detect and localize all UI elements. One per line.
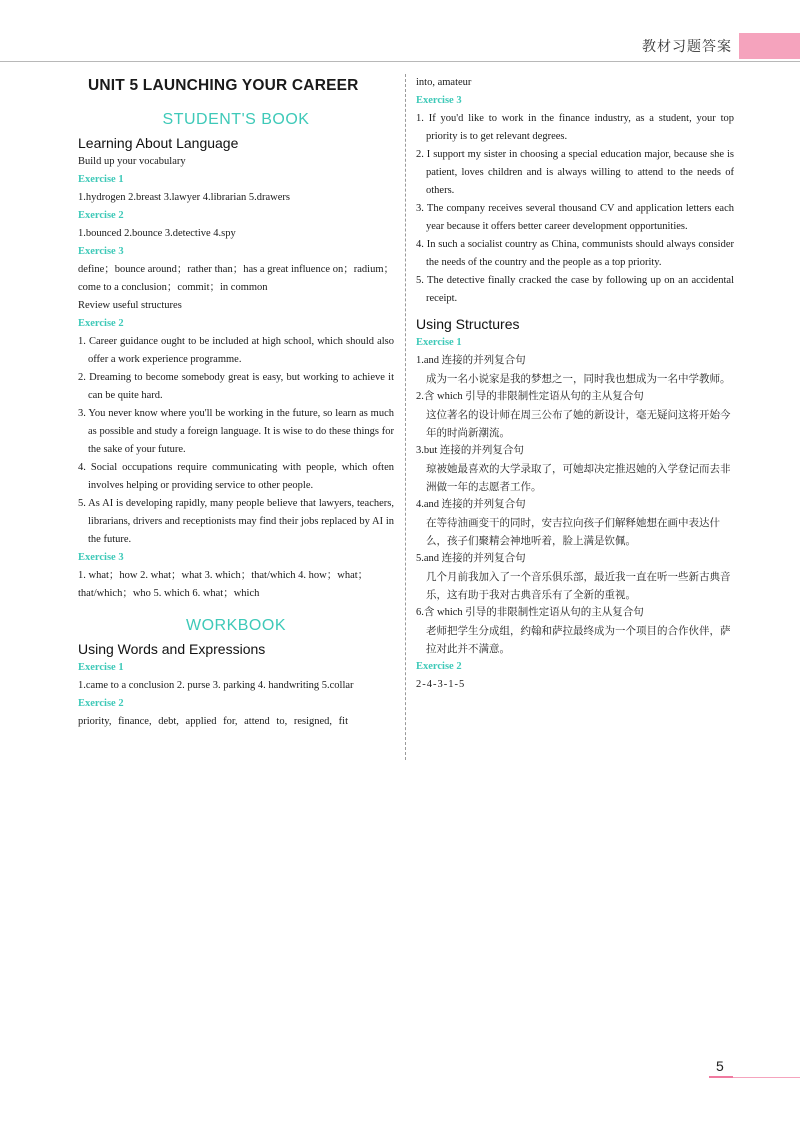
right-column <box>416 74 734 694</box>
list-item: 4. In such a socialist country as China, communists should always consider the needs of the country and the people as a top priority. <box>416 239 734 268</box>
list-item: 2. I support my sister in choosing a special education major, because she is patient, loves children and is always willing to attend to the needs of others. <box>416 149 734 196</box>
list-item: 5. As AI is developing rapidly, many people believe that lawyers, teachers, librarians, drivers and receptionists may find their jobs replaced by AI in the future. <box>78 498 394 545</box>
footer-rule <box>733 1077 800 1078</box>
list-item: 5. The detective finally cracked the case by following up on an accidental receipt. <box>416 275 734 304</box>
exercise-label: Exercise 2 <box>78 318 124 329</box>
list-item: 2. Dreaming to become somebody great is easy, but working to achieve it can be quite hard. <box>78 372 394 401</box>
page-number: 5 <box>716 1058 724 1074</box>
subheading-review-structures: Review useful structures <box>78 300 182 311</box>
section-using-structures: Using Structures <box>416 316 520 332</box>
exercise-label: Exercise 3 <box>416 95 462 106</box>
exercise-label: Exercise 1 <box>416 337 462 348</box>
structure-item-title: 3.but 连接的并列复合句 <box>416 445 524 456</box>
workbook-title: WORKBOOK <box>185 617 286 634</box>
subheading-vocabulary: Build up your vocabulary <box>78 156 186 167</box>
exercise-label: Exercise 2 <box>78 210 124 221</box>
page-number-underline <box>709 1076 733 1078</box>
exercise-answer-continued: into, amateur <box>416 77 472 88</box>
list-item: 3. The company receives several thousand CV and application letters each year because it offers better career development opportunities. <box>416 203 734 232</box>
structure-item-translation: 琼被她最喜欢的大学录取了，可她却决定推迟她的入学登记而去非洲做一年的志愿者工作。 <box>426 463 731 493</box>
exercise-answer: priority, finance, debt, applied for, attend to, resigned, fit <box>78 716 348 727</box>
exercise-answer: 1.bounced 2.bounce 3.detective 4.spy <box>78 228 236 239</box>
exercise-answer: 1. what；how 2. what；what 3. which；that/which 4. how；what；that/which；who 5. which 6. what；which <box>78 570 369 599</box>
structure-item-translation: 老师把学生分成组，约翰和萨拉最终成为一个项目的合作伙伴，萨拉对此并不满意。 <box>426 625 731 655</box>
header-title: 教材习题答案 <box>642 39 732 55</box>
structure-item-title: 4.and 连接的并列复合句 <box>416 499 526 510</box>
list-item: 3. You never know where you'll be working in the future, so learn as much as possible and study a foreign language. It is wise to do these things for the sake of your future. <box>78 408 394 455</box>
section-learning-about-language: Learning About Language <box>78 135 239 151</box>
unit-title: UNIT 5 LAUNCHING YOUR CAREER <box>88 77 359 94</box>
list-item: 4. Social occupations require communicating with people, which often involves helping or providing service to other people. <box>78 462 394 491</box>
exercise-label: Exercise 1 <box>78 174 124 185</box>
header-accent-tab <box>739 33 800 59</box>
students-book-title: STUDENT'S BOOK <box>162 111 310 128</box>
exercise-label: Exercise 2 <box>416 661 462 672</box>
structure-item-title: 1.and 连接的并列复合句 <box>416 355 526 366</box>
left-column <box>78 74 394 731</box>
structure-item-translation: 成为一名小说家是我的梦想之一，同时我也想成为一名中学教师。 <box>426 373 731 385</box>
structure-item-title: 2.含 which 引导的非限制性定语从句的主从复合句 <box>416 391 644 402</box>
exercise-answer: define；bounce around；rather than；has a great influence on；radium；come to a conclusion；commit；in common <box>78 264 394 293</box>
exercise-answer: 1.hydrogen 2.breast 3.lawyer 4.librarian 5.drawers <box>78 192 290 203</box>
exercise-label: Exercise 3 <box>78 246 124 257</box>
structure-item-translation: 这位著名的设计师在周三公布了她的新设计，毫无疑问这将开始今年的时尚新潮流。 <box>426 409 731 439</box>
exercise-answer: 1.came to a conclusion 2. purse 3. parking 4. handwriting 5.collar <box>78 680 354 691</box>
exercise-label: Exercise 1 <box>78 662 124 673</box>
column-divider <box>405 74 406 760</box>
list-item: 1. If you'd like to work in the finance industry, as a student, your top priority is to get relevant degrees. <box>416 113 734 142</box>
exercise-answer: 2-4-3-1-5 <box>416 679 466 690</box>
exercise-label: Exercise 2 <box>78 698 124 709</box>
structure-item-title: 6.含 which 引导的非限制性定语从句的主从复合句 <box>416 607 644 618</box>
structure-item-translation: 在等待油画变干的同时，安吉拉向孩子们解释她想在画中表达什么，孩子们聚精会神地听着，脸上满是钦佩。 <box>426 517 720 547</box>
structure-item-translation: 几个月前我加入了一个音乐俱乐部，最近我一直在听一些新古典音乐，这有助于我对古典音乐有了全新的重视。 <box>426 571 731 601</box>
list-item: 1. Career guidance ought to be included at high school, which should also offer a work experience programme. <box>78 336 394 365</box>
structure-item-title: 5.and 连接的并列复合句 <box>416 553 526 564</box>
section-using-words: Using Words and Expressions <box>78 641 266 657</box>
header-rule <box>0 61 800 62</box>
exercise-label: Exercise 3 <box>78 552 124 563</box>
